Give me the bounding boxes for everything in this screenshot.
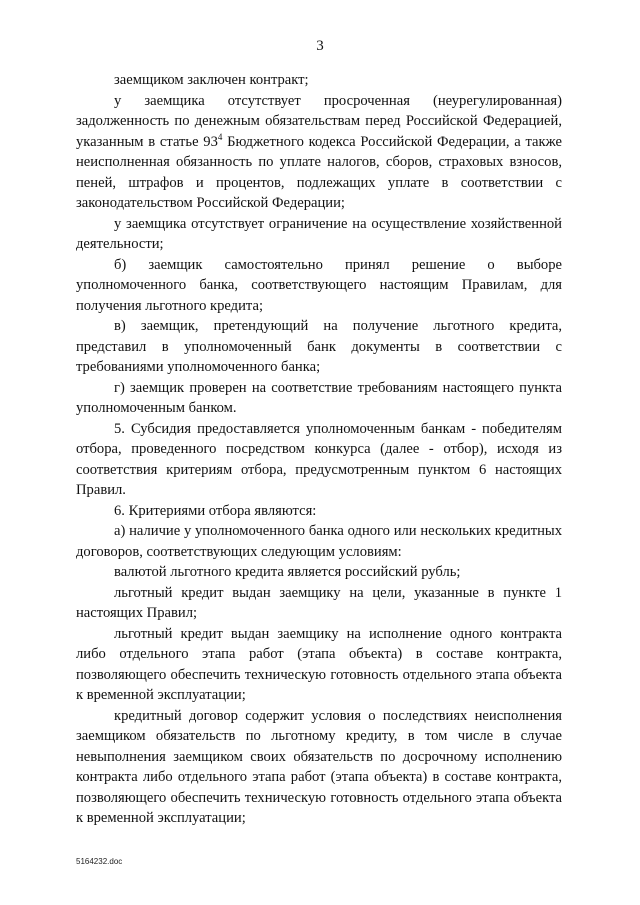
paragraph-item-a: а) наличие у уполномоченного банка одного или нескольких кредитных договоров, соответствующих следующим условиям: — [76, 523, 562, 560]
paragraph-section-5: 5. Субсидия предоставляется уполномоченным банкам - победителям отбора, проведенного посредством конкурса (далее - отбор), исходя из соответствия критериям отбора, предусмотренным пунктом 6 настоящих Правил. — [76, 420, 562, 498]
paragraph-credit-agreement-terms: кредитный договор содержит условия о последствиях неисполнения заемщиком обязательств по льготному кредиту, в том числе в случае невыполнения заемщиком своих обязательств по досрочному исполнению контракта либо отдельного этапа работ (этапа объекта) в составе контракта, позволяющего обеспечить техническую готовность отдельного этапа объекта к временной эксплуатации; — [76, 707, 562, 826]
article-superscript: 4 — [217, 131, 223, 142]
paragraph-credit-purpose: льготный кредит выдан заемщику на цели, указанные в пункте 1 настоящих Правил; — [76, 584, 562, 621]
footer-filename: 5164232.doc — [76, 857, 123, 866]
paragraph-item-g: г) заемщик проверен на соответствие требованиям настоящего пункта уполномоченным банком. — [76, 379, 562, 416]
paragraph-item-b: б) заемщик самостоятельно принял решение о выборе уполномоченного банка, соответствующего настоящим Правилам, для получения льготного кредита; — [76, 256, 562, 314]
paragraph-contract-concluded: заемщиком заключен контракт; — [114, 72, 309, 88]
page-number: 3 — [316, 38, 324, 54]
paragraph-no-overdue-debt-head: у заемщика отсутствует просроченная (неурегулированная) задолженность по денежным обязательствам перед Российской Федерацией, указанным в статье 93 — [76, 92, 562, 150]
document-body — [76, 70, 562, 829]
paragraph-currency-ruble: валютой льготного кредита является российский рубль; — [114, 564, 461, 580]
paragraph-section-6: 6. Критериями отбора являются: — [114, 502, 317, 519]
paragraph-item-v: в) заемщик, претендующий на получение льготного кредита, представил в уполномоченный банк документы в соответствии с требованиями уполномоченного банка; — [76, 318, 562, 375]
paragraph-credit-contract: льготный кредит выдан заемщику на исполнение одного контракта либо отдельного этапа работ (этапа объекта) в составе контракта, позволяющего обеспечить техническую готовность отдельного этапа объекта к временной эксплуатации; — [76, 625, 562, 703]
paragraph-no-restriction: у заемщика отсутствует ограничение на осуществление хозяйственной деятельности; — [76, 215, 562, 252]
paragraph-no-overdue-debt — [76, 91, 562, 214]
paragraph-no-overdue-debt-tail: Бюджетного кодекса Российской Федерации, а также неисполненная обязанность по уплате налогов, сборов, страховых взносов, пеней, штрафов и процентов, подлежащих уплате в соответствии с законодательством Российской Федерации; — [76, 133, 562, 211]
